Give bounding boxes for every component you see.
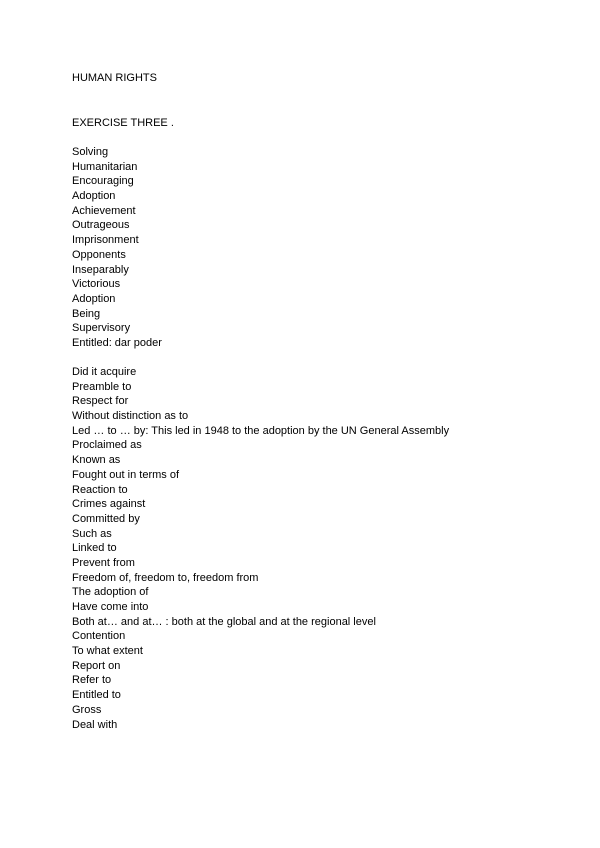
word-list-item: Being	[72, 307, 101, 320]
word-list-item: Opponents	[72, 248, 126, 261]
word-list-item: Achievement	[72, 204, 136, 217]
word-list-item: Supervisory	[72, 322, 131, 335]
word-list-item: Imprisonment	[72, 234, 139, 247]
phrase-list-item: Gross	[72, 703, 102, 716]
vocabulary-phrase-list	[72, 365, 449, 732]
vocabulary-word-list	[72, 145, 162, 351]
phrase-list-item: Proclaimed as	[72, 439, 142, 452]
word-list-item: Encouraging	[72, 175, 134, 188]
phrase-list-item: To what extent	[72, 645, 143, 658]
word-list-item: Entitled: dar poder	[72, 336, 162, 349]
phrase-list-item: Without distinction as to	[72, 410, 189, 423]
phrase-list-item: Reaction to	[72, 483, 128, 496]
phrase-list-item: Respect for	[72, 395, 129, 408]
word-list-item: Adoption	[72, 190, 116, 203]
phrase-list-item: Entitled to	[72, 689, 121, 702]
word-list-item: Victorious	[72, 278, 121, 291]
phrase-list-item: Deal with	[72, 718, 118, 731]
word-list-item: Adoption	[72, 292, 116, 305]
word-list-item: Inseparably	[72, 263, 129, 276]
phrase-list-item: Crimes against	[72, 498, 146, 511]
phrase-list-item: Prevent from	[72, 556, 135, 569]
word-list-item: Solving	[72, 146, 109, 158]
phrase-list-item: The adoption of	[72, 586, 149, 599]
phrase-list-item: Linked to	[72, 542, 117, 555]
phrase-list-item: Did it acquire	[72, 366, 137, 378]
document-title: HUMAN RIGHTS	[72, 72, 157, 84]
phrase-list-item: Known as	[72, 454, 121, 467]
phrase-list-item: Have come into	[72, 601, 149, 613]
phrase-list-item: Contention	[72, 630, 126, 643]
word-list-item: Humanitarian	[72, 160, 138, 173]
phrase-list-item: Freedom of, freedom to, freedom from	[72, 571, 259, 584]
phrase-list-item: Such as	[72, 527, 112, 540]
word-list-item: Outrageous	[72, 219, 130, 232]
exercise-title: EXERCISE THREE .	[72, 117, 174, 129]
phrase-list-item: Preamble to	[72, 380, 132, 393]
phrase-list-item: Fought out in terms of	[72, 468, 179, 481]
phrase-list-item: Refer to	[72, 674, 112, 687]
phrase-list-item: Committed by	[72, 512, 140, 525]
phrase-list-item: Led … to … by: This led in 1948 to the adoption by the UN General Assembly	[72, 424, 450, 437]
phrase-list-item: Report on	[72, 659, 121, 672]
phrase-list-item: Both at… and at… : both at the global and at the regional level	[72, 615, 376, 628]
